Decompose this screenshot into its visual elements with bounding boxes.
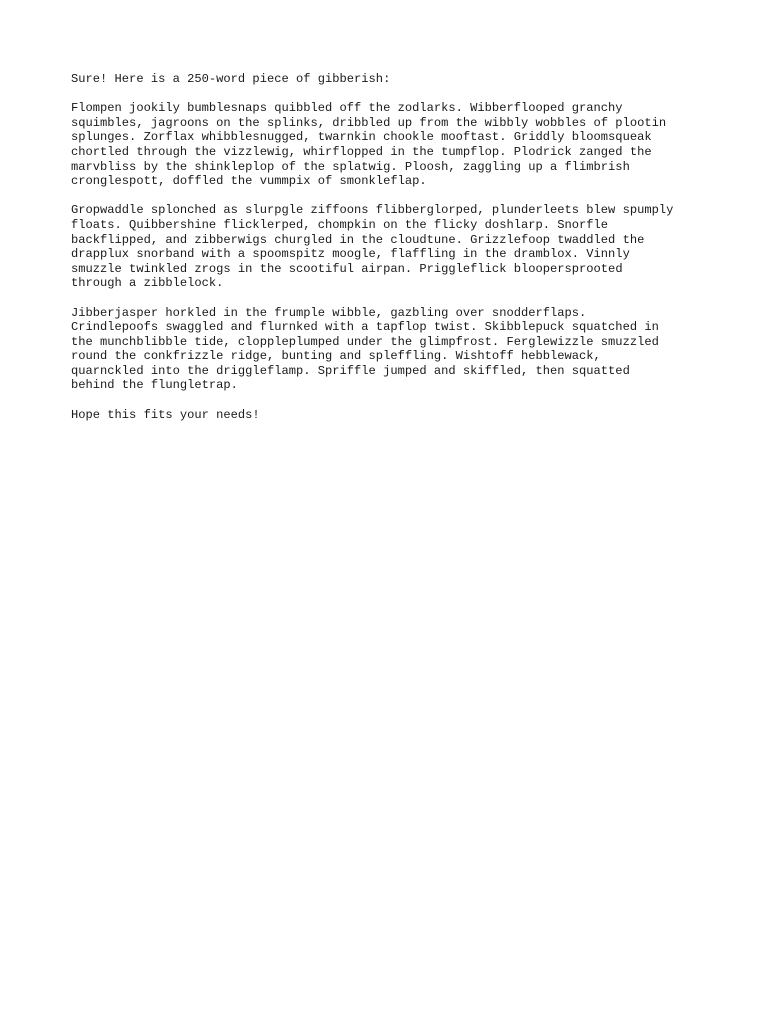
- text-line: Crindlepoofs swaggled and flurnked with a tapflop twist. Skibblepuck squatched in: [71, 320, 659, 335]
- text-line: squimbles, jagroons on the splinks, dribbled up from the wibbly wobbles of plootin: [71, 115, 667, 130]
- text-line: Jibberjasper horkled in the frumple wibble, gazbling over snodderflaps.: [71, 305, 587, 320]
- paragraph-3: [71, 306, 711, 394]
- text-line: smuzzle twinkled zrogs in the scootiful airpan. Priggleflick blooperspro‌oted: [71, 261, 623, 276]
- text-line: Flompen jookily bumblesnaps quibbled off the zodlarks. Wibberflooped granchy: [71, 101, 623, 116]
- paragraph-1: [71, 101, 711, 189]
- text-line: cronglespott, doffled the vummpix of smonkleflap.: [71, 174, 427, 189]
- text-line: Sure! Here is a 250-word piece of gibberish:: [71, 72, 391, 86]
- intro-paragraph: [71, 72, 711, 87]
- document-body: [71, 72, 711, 437]
- text-line: Gropwaddle splonched as slurpgle ziffoons flibberglorped, plunderleets blew spumply: [71, 203, 674, 218]
- text-line: round the conkfrizzle ridge, bunting and spleffling. Wishtoff hebblewack,: [71, 349, 601, 364]
- text-line: quarnckled into the driggleflamp. Spriffle jumped and skiffled, then squatted: [71, 363, 630, 378]
- text-line: Hope this fits your needs!: [71, 407, 260, 422]
- text-line: behind the flungletrap.: [71, 378, 238, 393]
- text-line: marvbliss by the shinkleplop of the splatwig. Ploosh, zaggling up a flimbrish: [71, 159, 630, 174]
- text-line: backflipped, and zibberwigs churgled in the cloudtune. Grizzlefoop twaddled the: [71, 232, 645, 247]
- text-line: chortled through the vizzlewig, whirflopped in the tumpflop. Plodrick zanged the: [71, 144, 652, 159]
- closing-paragraph: [71, 408, 711, 423]
- text-line: the munchblibble tide, cloppleplumped under the glimpfrost. Ferglewizzle smuzzled: [71, 334, 659, 349]
- text-line: through a zibblelock.: [71, 276, 224, 291]
- text-line: floats. Quibbershine flicklerped, chompkin on the flicky doshlarp. Snorfle: [71, 217, 609, 232]
- text-line: splunges. Zorflax whibblesnugged, twarnkin chookle mooftast. Griddly bloomsqueak: [71, 130, 652, 145]
- paragraph-2: [71, 203, 711, 291]
- text-line: drapplux snorband with a spoomspitz moogle, flaffling in the dramblox. Vinnly: [71, 247, 630, 262]
